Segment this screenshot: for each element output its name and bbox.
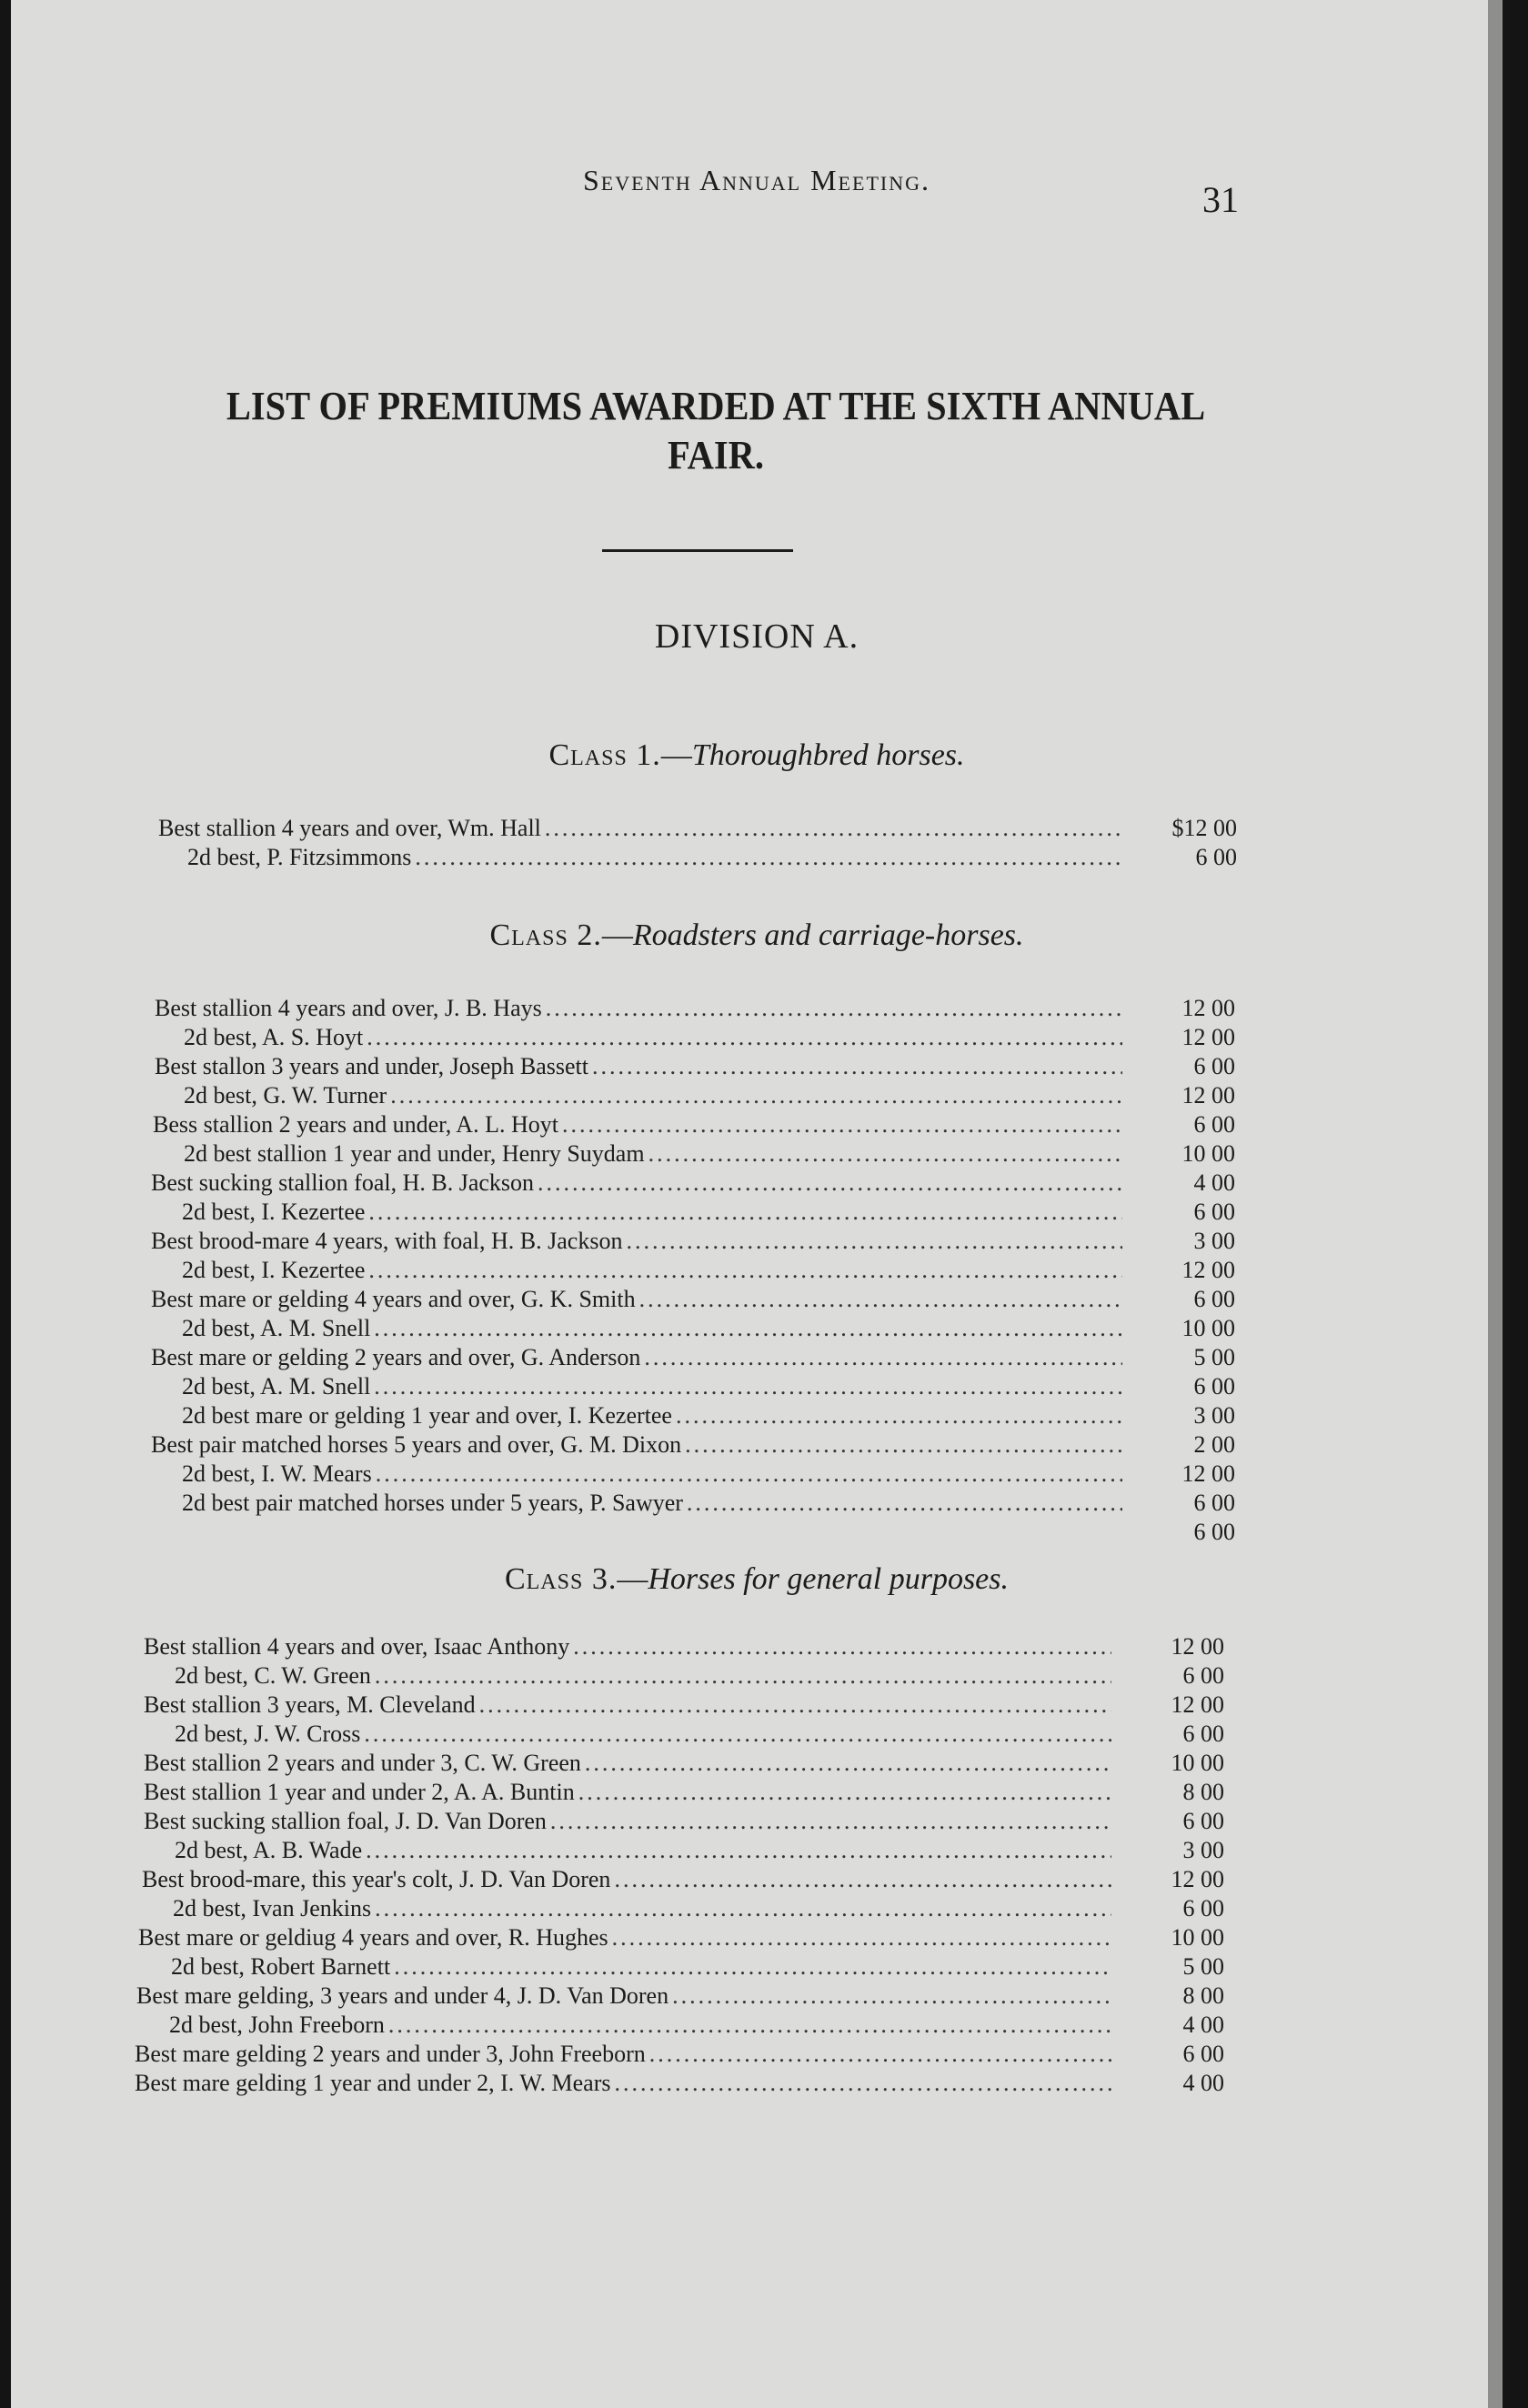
entry-text: Best mare or gelding 2 years and over, G. Anderson (151, 1344, 641, 1370)
leader-dots (573, 1633, 1111, 1661)
entry-amount: 6 00 (1193, 1490, 1235, 1516)
leader-dots (545, 815, 1124, 842)
entry-amount: 3 00 (1193, 1228, 1235, 1254)
entry-amount: 12 00 (1171, 1633, 1224, 1660)
entry-amount: 6 00 (1193, 1053, 1235, 1079)
entry-amount: 12 00 (1181, 1460, 1235, 1487)
premium-entry (151, 1286, 1235, 1315)
premium-entry (155, 1053, 1235, 1082)
premium-entry (144, 1633, 1224, 1662)
entry-amount: 6 00 (1193, 1111, 1235, 1138)
leader-dots (368, 1199, 1122, 1226)
entry-amount: 2 00 (1193, 1431, 1235, 1458)
entry-amount: 6 00 (1193, 1373, 1235, 1400)
premium-entry (182, 1460, 1235, 1490)
class-3-heading: Class 3.—Horses for general purposes. (504, 1562, 1010, 1596)
leader-dots (676, 1402, 1122, 1430)
entry-text: Best brood-mare 4 years, with foal, H. B. Jackson (151, 1228, 623, 1254)
leader-dots (374, 1373, 1122, 1400)
leader-dots (614, 1866, 1111, 1893)
leader-dots (364, 1721, 1111, 1748)
leader-dots (649, 2041, 1111, 2068)
leader-dots (612, 1924, 1111, 1951)
premium-entry (136, 1982, 1224, 2012)
entry-text: Best mare gelding 1 year and under 2, I. W. Mears (135, 2070, 611, 2096)
entry-text: Best mare or geldiug 4 years and over, R. Hughes (138, 1924, 608, 1951)
premium-entry (184, 1082, 1235, 1111)
premium-entry (182, 1199, 1235, 1228)
premium-entry (182, 1315, 1235, 1344)
class-1-label: Class 1. (548, 738, 661, 772)
entry-amount: 4 00 (1193, 1169, 1235, 1196)
leader-dots (648, 1140, 1122, 1168)
entry-amount: 12 00 (1171, 1691, 1224, 1718)
leader-dots (685, 1431, 1122, 1459)
premium-entry (135, 2070, 1224, 2099)
entry-text: 2d best, I. Kezertee (182, 1257, 366, 1283)
premium-entry (169, 2012, 1224, 2041)
leader-dots (626, 1228, 1122, 1255)
entry-amount: 6 00 (1182, 1721, 1224, 1747)
entry-text: 2d best, A. B. Wade (175, 1837, 363, 1863)
entry-amount: 8 00 (1182, 1779, 1224, 1805)
premium-entry (155, 995, 1235, 1024)
entry-text: Best mare or gelding 4 years and over, G. K. Smith (151, 1286, 636, 1312)
class-1-description: Thoroughbred horses. (691, 738, 965, 772)
entry-text: Bess stallion 2 years and under, A. L. Hoyt (153, 1111, 558, 1138)
entry-amount: 6 00 (1182, 1808, 1224, 1834)
entry-amount: 12 00 (1181, 1257, 1235, 1283)
leader-dots (562, 1111, 1122, 1139)
leader-dots (368, 1257, 1122, 1284)
book-spine-edge (1488, 0, 1503, 2408)
entry-text: Best pair matched horses 5 years and over, G. M. Dixon (151, 1431, 682, 1458)
entry-text: 2d best, J. W. Cross (175, 1721, 361, 1747)
page-title-line-2: FAIR. (667, 433, 765, 477)
leader-dots (550, 1808, 1111, 1835)
leader-dots (585, 1750, 1111, 1777)
entry-text: 2d best, A. M. Snell (182, 1373, 371, 1400)
entry-text: 2d best, I. W. Mears (182, 1460, 372, 1487)
leader-dots (546, 995, 1122, 1022)
premium-entry (151, 1228, 1235, 1257)
entry-amount: 10 00 (1171, 1750, 1224, 1776)
leader-dots (614, 2070, 1111, 2097)
entry-amount: 10 00 (1181, 1140, 1235, 1167)
entry-text: Best stallion 3 years, M. Cleveland (144, 1691, 476, 1718)
entry-amount: 6 00 (1193, 1199, 1235, 1225)
class-2-label: Class 2. (489, 918, 602, 952)
entry-text: Best stallion 4 years and over, Isaac Anthony (144, 1633, 570, 1660)
premium-entry (182, 1490, 1235, 1519)
entry-text: Best stallion 4 years and over, Wm. Hall (158, 815, 541, 841)
entry-text: Best sucking stallion foal, H. B. Jackson (151, 1169, 535, 1196)
premium-entry (175, 1662, 1224, 1691)
class-3-label: Class 3. (504, 1562, 618, 1596)
premium-entry (175, 1721, 1224, 1750)
page-number: 31 (1202, 179, 1239, 220)
leader-dots (375, 1895, 1111, 1922)
entry-text: 2d best, P. Fitzsimmons (187, 844, 412, 870)
premium-entry (144, 1691, 1224, 1721)
entry-text: 2d best, A. M. Snell (182, 1315, 371, 1341)
leader-dots (578, 1779, 1111, 1806)
leader-dots (644, 1344, 1122, 1371)
entry-text: Best stallion 4 years and over, J. B. Hays (155, 995, 542, 1021)
premium-entry (138, 1924, 1224, 1953)
entry-text: Best stallion 1 year and under 2, A. A. Buntin (144, 1779, 575, 1805)
class-1-heading: Class 1.—Thoroughbred horses. (548, 738, 965, 772)
premium-entry (153, 1111, 1235, 1140)
entry-text: 2d best stallion 1 year and under, Henry Suydam (184, 1140, 645, 1167)
premium-entry-amount-only (1126, 1519, 1235, 1548)
entry-text: Best stallon 3 years and under, Joseph Bassett (155, 1053, 588, 1079)
entry-amount: 12 00 (1181, 1024, 1235, 1050)
entry-amount: 10 00 (1171, 1924, 1224, 1951)
entry-amount: 6 00 (1182, 2041, 1224, 2067)
leader-dots (388, 2012, 1111, 2039)
entry-text: 2d best pair matched horses under 5 years, P. Sawyer (182, 1490, 683, 1516)
leader-dots (367, 1024, 1122, 1051)
entry-text: Best mare gelding 2 years and under 3, John Freeborn (135, 2041, 646, 2067)
entry-amount: 5 00 (1193, 1344, 1235, 1370)
entry-text: 2d best, Robert Barnett (171, 1953, 391, 1980)
premium-entry (171, 1953, 1224, 1982)
page-title-line-1: LIST OF PREMIUMS AWARDED AT THE SIXTH ANNUAL (226, 384, 1206, 428)
entry-amount: 6 00 (1182, 1662, 1224, 1689)
entry-text: 2d best, A. S. Hoyt (184, 1024, 364, 1050)
leader-dots (687, 1490, 1122, 1517)
leader-dots (376, 1460, 1122, 1488)
premium-entry (187, 844, 1237, 873)
premium-entry (173, 1895, 1224, 1924)
entry-amount: 8 00 (1182, 1982, 1224, 2009)
entry-amount: 4 00 (1182, 2070, 1224, 2096)
premium-entry (142, 1866, 1224, 1895)
leader-dots (415, 844, 1124, 871)
premium-entry (144, 1750, 1224, 1779)
entry-amount: 12 00 (1171, 1866, 1224, 1892)
leader-dots (538, 1169, 1122, 1197)
entry-amount: $12 00 (1171, 815, 1237, 841)
title-divider (602, 549, 793, 552)
running-head: Seventh Annual Meeting. (583, 164, 930, 196)
premium-entry (182, 1402, 1235, 1431)
entry-text: 2d best, G. W. Turner (184, 1082, 387, 1109)
premium-entry (151, 1431, 1235, 1460)
premium-entry (182, 1373, 1235, 1402)
document-page (11, 0, 1503, 2408)
entry-amount: 4 00 (1182, 2012, 1224, 2038)
leader-dots (390, 1082, 1122, 1109)
class-2-heading: Class 2.—Roadsters and carriage-horses. (489, 918, 1024, 952)
entry-text: 2d best, Ivan Jenkins (173, 1895, 372, 1921)
leader-dots (374, 1315, 1122, 1342)
leader-dots (672, 1982, 1111, 2010)
leader-dots (479, 1691, 1111, 1719)
class-2-description: Roadsters and carriage-horses. (632, 918, 1024, 952)
leader-dots (639, 1286, 1122, 1313)
premium-entry (151, 1344, 1235, 1373)
entry-amount: 12 00 (1181, 995, 1235, 1021)
premium-entry (135, 2041, 1224, 2070)
premium-entry (184, 1140, 1235, 1169)
entry-text: 2d best, John Freeborn (169, 2012, 385, 2038)
premium-entry (182, 1257, 1235, 1286)
division-title: DIVISION A. (654, 617, 860, 656)
entry-text: 2d best mare or gelding 1 year and over, I. Kezertee (182, 1402, 672, 1429)
entry-amount: 5 00 (1182, 1953, 1224, 1980)
entry-text: Best sucking stallion foal, J. D. Van Doren (144, 1808, 547, 1834)
entry-text: Best mare gelding, 3 years and under 4, J. D. Van Doren (136, 1982, 669, 2009)
page-title (201, 382, 1231, 480)
entry-amount: 12 00 (1181, 1082, 1235, 1109)
leader-dots (394, 1953, 1111, 1981)
entry-text: 2d best, I. Kezertee (182, 1199, 366, 1225)
premium-entry (184, 1024, 1235, 1053)
premium-entry (144, 1779, 1224, 1808)
premium-entry (151, 1169, 1235, 1199)
entry-amount: 3 00 (1193, 1402, 1235, 1429)
premium-entry (158, 815, 1237, 844)
entry-amount: 6 00 (1182, 1895, 1224, 1921)
entry-text: Best stallion 2 years and under 3, C. W. Green (144, 1750, 581, 1776)
entry-text: Best brood-mare, this year's colt, J. D. Van Doren (142, 1866, 611, 1892)
entry-text: 2d best, C. W. Green (175, 1662, 371, 1689)
entry-amount: 6 00 (1193, 1519, 1235, 1545)
premium-entry (144, 1808, 1224, 1837)
entry-amount: 3 00 (1182, 1837, 1224, 1863)
leader-dots (375, 1662, 1111, 1690)
entry-amount: 6 00 (1195, 844, 1237, 870)
entry-amount: 10 00 (1181, 1315, 1235, 1341)
leader-dots (592, 1053, 1122, 1080)
premium-entry (175, 1837, 1224, 1866)
entry-amount: 6 00 (1193, 1286, 1235, 1312)
leader-dots (366, 1837, 1111, 1864)
class-3-description: Horses for general purposes. (648, 1562, 1010, 1596)
